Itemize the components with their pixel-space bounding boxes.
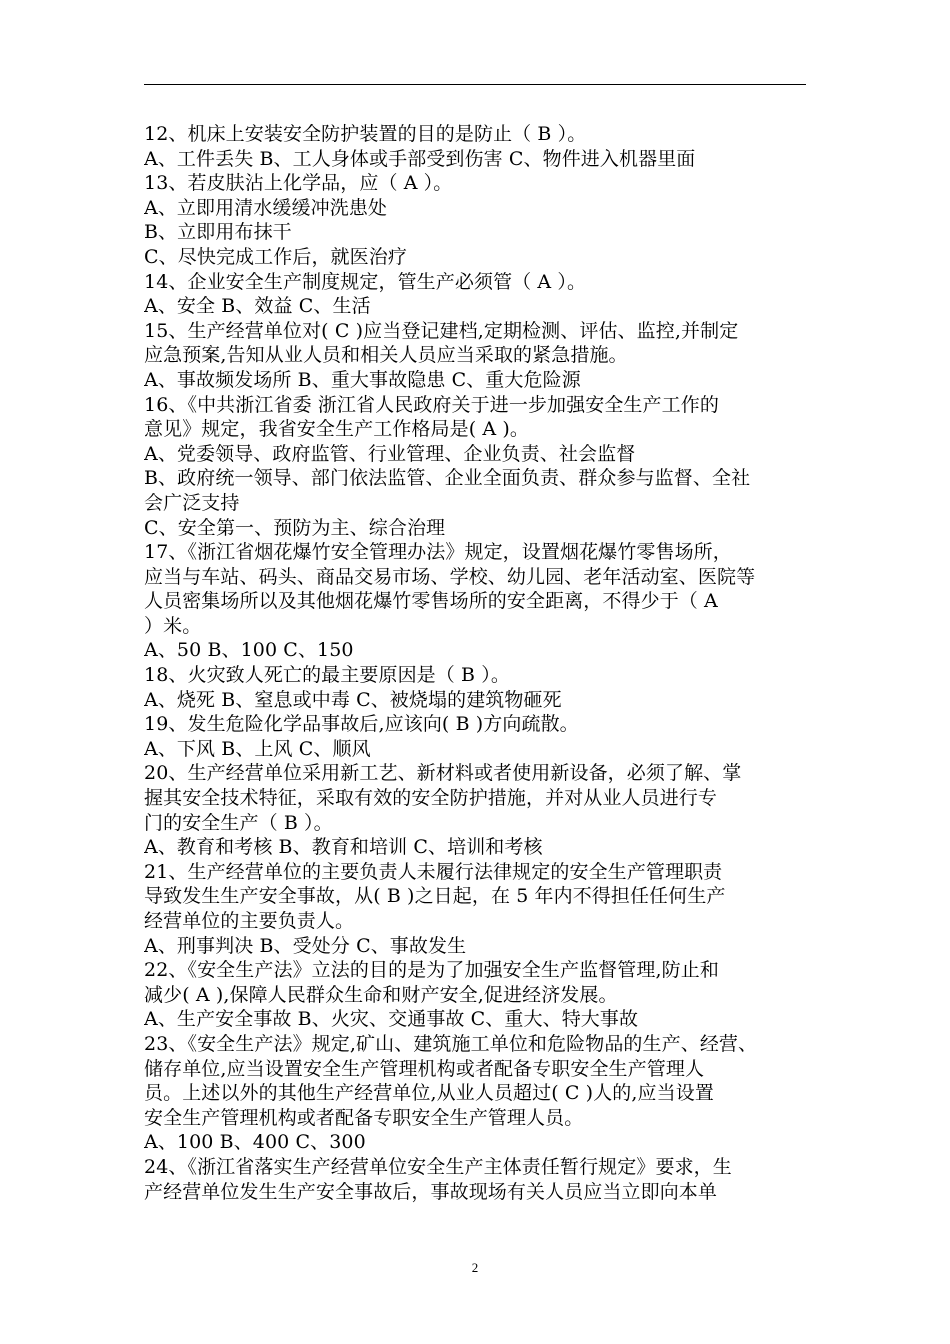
- text-line: A、100 B、400 C、300: [144, 1131, 366, 1154]
- text-line: A、安全 B、效益 C、生活: [144, 295, 371, 318]
- text-line: B、政府统一领导、部门依法监管、企业全面负责、群众参与监督、全社: [144, 467, 751, 490]
- text-line: 导致发生生产安全事故，从( B )之日起，在 5 年内不得担任任何生产: [144, 885, 726, 908]
- text-line: 24、《浙江省落实生产经营单位安全生产主体责任暂行规定》要求，生: [144, 1155, 732, 1178]
- page-number: 2: [471, 1260, 479, 1275]
- text-line: 22、《安全生产法》立法的目的是为了加强安全生产监督管理,防止和: [144, 959, 719, 982]
- text-line: 握其安全技术特征，采取有效的安全防护措施，并对从业人员进行专: [144, 787, 718, 810]
- text-line: 19、发生危险化学品事故后,应该向( B )方向疏散。: [144, 713, 579, 736]
- text-line: 经营单位的主要负责人。: [144, 910, 355, 932]
- text-line: 应急预案,告知从业人员和相关人员应当采取的紧急措施。: [144, 344, 628, 367]
- text-line: 16、《中共浙江省委 浙江省人民政府关于进一步加强安全生产工作的: [144, 393, 719, 416]
- text-line: 18、火灾致人死亡的最主要原因是（ B ）。: [144, 664, 510, 687]
- text-line: 23、《安全生产法》规定,矿山、建筑施工单位和危险物品的生产、经营、: [144, 1032, 758, 1055]
- text-line: 17、《浙江省烟花爆竹安全管理办法》规定，设置烟花爆竹零售场所，: [144, 541, 732, 564]
- text-line: 20、生产经营单位采用新工艺、新材料或者使用新设备，必须了解、掌: [144, 762, 742, 785]
- text-line: 21、生产经营单位的主要负责人未履行法律规定的安全生产管理职责: [144, 860, 723, 883]
- text-line: A、立即用清水缓缓冲洗患处: [144, 196, 388, 219]
- text-line: 会广泛支持: [144, 491, 240, 514]
- text-line: 安全生产管理机构或者配备专职安全生产管理人员。: [144, 1106, 584, 1129]
- text-line: B、立即用布抹干: [144, 221, 292, 244]
- text-line: A、教育和考核 B、教育和培训 C、培训和考核: [144, 836, 543, 859]
- text-line: A、烧死 B、窒息或中毒 C、被烧塌的建筑物砸死: [144, 688, 562, 711]
- text-line: A、生产安全事故 B、火灾、交通事故 C、重大、特大事故: [144, 1008, 639, 1031]
- text-line: A、事故频发场所 B、重大事故隐患 C、重大危险源: [144, 368, 581, 391]
- text-line: 人员密集场所以及其他烟花爆竹零售场所的安全距离，不得少于（ A: [144, 590, 718, 613]
- header-rule: [144, 84, 806, 85]
- text-line: 意见》规定，我省安全生产工作格局是( A )。: [144, 418, 529, 441]
- text-line: 门的安全生产（ B ）。: [144, 811, 333, 834]
- text-line: 减少( A ),保障人民群众生命和财产安全,促进经济发展。: [144, 983, 618, 1006]
- text-line: C、安全第一、预防为主、综合治理: [144, 516, 446, 539]
- text-line: A、党委领导、政府监管、行业管理、企业负责、社会监督: [144, 442, 636, 465]
- text-line: 12、机床上安装安全防护装置的目的是防止（ B ）。: [144, 123, 587, 145]
- text-line: A、下风 B、上风 C、顺风: [144, 737, 371, 760]
- text-line: ）米。: [144, 614, 202, 637]
- text-line: A、50 B、100 C、150: [144, 639, 354, 662]
- text-line: 应当与车站、码头、商品交易市场、学校、幼儿园、老年活动室、医院等: [144, 565, 756, 588]
- text-line: 产经营单位发生生产安全事故后，事故现场有关人员应当立即向本单: [144, 1180, 718, 1203]
- text-line: C、尽快完成工作后，就医治疗: [144, 245, 407, 268]
- text-line: A、刑事判决 B、受处分 C、事故发生: [144, 934, 467, 957]
- text-line: 13、若皮肤沾上化学品，应（ A ）。: [144, 172, 453, 195]
- text-line: A、工件丢失 B、工人身体或手部受到伤害 C、物件进入机器里面: [144, 147, 696, 170]
- text-line: 员。上述以外的其他生产经营单位,从业人员超过( C )人的,应当设置: [144, 1082, 714, 1105]
- text-line: 15、生产经营单位对( C )应当登记建档,定期检测、评估、监控,并制定: [144, 319, 739, 342]
- text-line: 储存单位,应当设置安全生产管理机构或者配备专职安全生产管理人: [144, 1057, 705, 1080]
- text-line: 14、企业安全生产制度规定，管生产必须管（ A ）。: [144, 270, 587, 293]
- document-body: [144, 122, 812, 1204]
